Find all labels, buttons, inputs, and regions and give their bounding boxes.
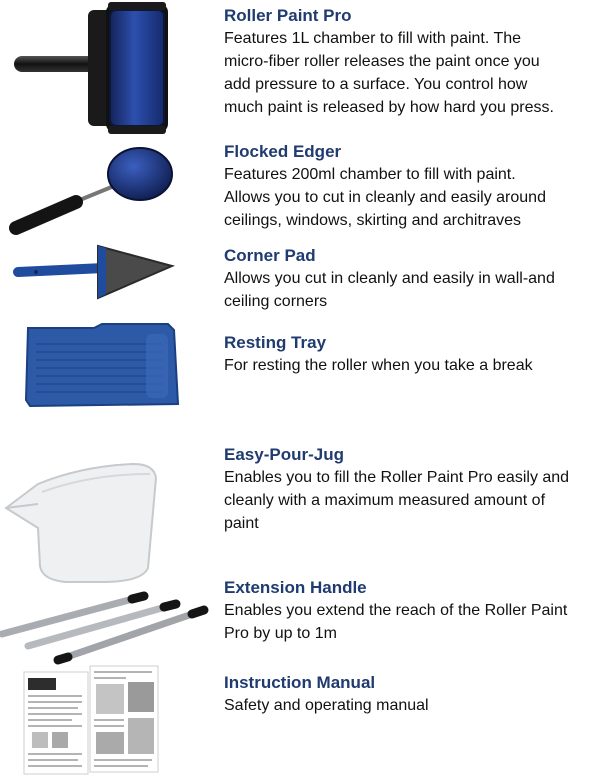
product-description-line: Allows you to cut in cleanly and easily around <box>224 189 546 206</box>
product-description-line: ceiling corners <box>224 293 328 310</box>
extension-handle-image <box>0 588 214 668</box>
product-description-line: Allows you cut in cleanly and easily in wall-and <box>224 270 555 287</box>
instruction-manual-image <box>22 664 162 776</box>
product-description-line: paint <box>224 515 259 532</box>
product-description-line: ceilings, windows, skirting and architraves <box>224 212 522 229</box>
roller-paint-pro-image <box>10 2 210 134</box>
product-title: Roller Paint Pro <box>224 6 352 25</box>
product-description-line: Features 200ml chamber to fill with paint. <box>224 166 516 183</box>
product-title: Easy-Pour-Jug <box>224 445 344 464</box>
product-description-line: much paint is released by how hard you press. <box>224 99 554 116</box>
product-title: Extension Handle <box>224 578 367 597</box>
product-description-line: Safety and operating manual <box>224 697 429 714</box>
product-description-line: add pressure to a surface. You control how <box>224 76 528 93</box>
product-description-line: Features 1L chamber to fill with paint. The <box>224 30 522 47</box>
product-title: Resting Tray <box>224 333 327 352</box>
resting-tray-image <box>22 320 184 412</box>
product-description-line: For resting the roller when you take a break <box>224 357 533 374</box>
easy-pour-jug-image <box>2 458 162 586</box>
product-title: Instruction Manual <box>224 673 376 692</box>
product-title: Corner Pad <box>224 246 316 265</box>
product-description-line: cleanly with a maximum measured amount of <box>224 492 546 509</box>
product-title: Flocked Edger <box>224 142 342 161</box>
product-description-line: Pro by up to 1m <box>224 625 337 642</box>
product-description-line: Enables you to fill the Roller Paint Pro easily and <box>224 469 570 486</box>
product-description-line: Enables you extend the reach of the Roller Paint <box>224 602 568 619</box>
flocked-edger-image <box>8 146 178 238</box>
corner-pad-image <box>12 238 182 304</box>
product-description-line: micro-fiber roller releases the paint once you <box>224 53 540 70</box>
